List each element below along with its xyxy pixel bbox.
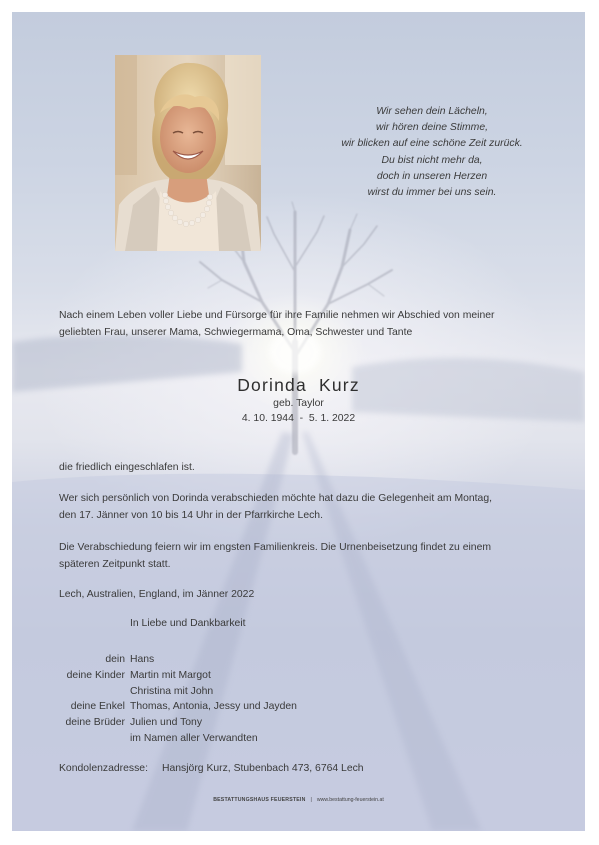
mourner-names — [130, 652, 154, 668]
farewell-line: den 17. Jänner von 10 bis 14 Uhr in der Pfarrkirche Lech. — [59, 509, 323, 521]
farewell-text — [59, 491, 569, 524]
life-dates — [12, 411, 585, 426]
mourner-label: deine Kinder — [66, 669, 125, 681]
footer-separator: | — [310, 797, 312, 803]
farewell-line: Wer sich persönlich von Dorinda verabschieden möchte hat dazu die Gelegenheit am Montag, — [59, 493, 492, 504]
mourners-list — [59, 652, 297, 747]
mourner-group — [59, 668, 297, 700]
condolence-value: Hansjörg Kurz, Stubenbach 473, 6764 Lech — [161, 763, 364, 774]
intro-line: geliebten Frau, unserer Mama, Schwiegermama, Oma, Schwester und Tante — [59, 326, 413, 338]
mourner-label: deine Enkel — [70, 701, 125, 713]
intro-line: Nach einem Leben voller Liebe und Fürsorge für ihre Familie nehmen wir Abschied von meiner — [59, 310, 495, 321]
condolence-label: Kondolenzadresse: — [59, 763, 148, 774]
condolence-address — [59, 763, 364, 774]
ceremony-line: späteren Zeitpunkt statt. — [59, 558, 171, 570]
signature-line: In Liebe und Dankbarkeit — [130, 618, 246, 629]
ceremony-line: Die Verabschiedung feiern wir im engsten Familienkreis. Die Urnenbeisetzung findet zu einem — [59, 542, 492, 553]
maiden-name: geb. Taylor — [273, 398, 324, 409]
mourner-group — [59, 715, 297, 747]
poem-line: wirst du immer bei uns sein. — [367, 187, 497, 199]
birth-date: 4. 10. 1944 — [241, 413, 294, 424]
place-date: Lech, Australien, England, im Jänner 2022 — [59, 589, 255, 600]
first-name: Dorinda — [237, 375, 307, 395]
poem — [312, 104, 552, 201]
mourner-name: im Namen aller Verwandten — [130, 732, 258, 744]
poem-line: Wir sehen dein Lächeln, — [376, 106, 488, 117]
mourner-names — [130, 668, 213, 700]
mourner-name: Thomas, Antonia, Jessy und Jayden — [130, 701, 297, 713]
footer — [12, 797, 585, 803]
death-date: 5. 1. 2022 — [308, 413, 356, 424]
mourner-name: Christina mit John — [130, 685, 214, 697]
portrait-photo — [115, 55, 261, 251]
intro-text — [59, 308, 559, 341]
mourner-label: deine Brüder — [65, 717, 125, 729]
poem-line: doch in unseren Herzen — [376, 170, 488, 182]
funeral-home-name: BESTATTUNGSHAUS FEUERSTEIN — [213, 797, 306, 803]
poem-line: Du bist nicht mehr da, — [381, 154, 483, 166]
mourner-names — [130, 715, 258, 747]
funeral-home-url[interactable]: www.bestattung-feuerstein.at — [316, 797, 384, 803]
mourner-name: Martin mit Margot — [130, 669, 211, 681]
poem-line: wir hören deine Stimme, — [375, 122, 489, 134]
dates-separator: - — [299, 413, 304, 424]
poem-line: wir blicken auf eine schöne Zeit zurück. — [341, 138, 523, 150]
mourner-group — [59, 652, 297, 668]
deceased-block — [12, 374, 585, 426]
last-name: Kurz — [319, 375, 360, 395]
mourner-name: Julien und Tony — [130, 717, 203, 729]
mourner-label: dein — [105, 654, 125, 665]
mourner-name: Hans — [130, 654, 155, 665]
passed-text: die friedlich eingeschlafen ist. — [59, 462, 195, 473]
mourner-names — [130, 699, 297, 715]
obituary-card — [12, 12, 585, 831]
mourner-group — [59, 699, 297, 715]
ceremony-text — [59, 540, 569, 573]
deceased-name — [12, 374, 585, 396]
